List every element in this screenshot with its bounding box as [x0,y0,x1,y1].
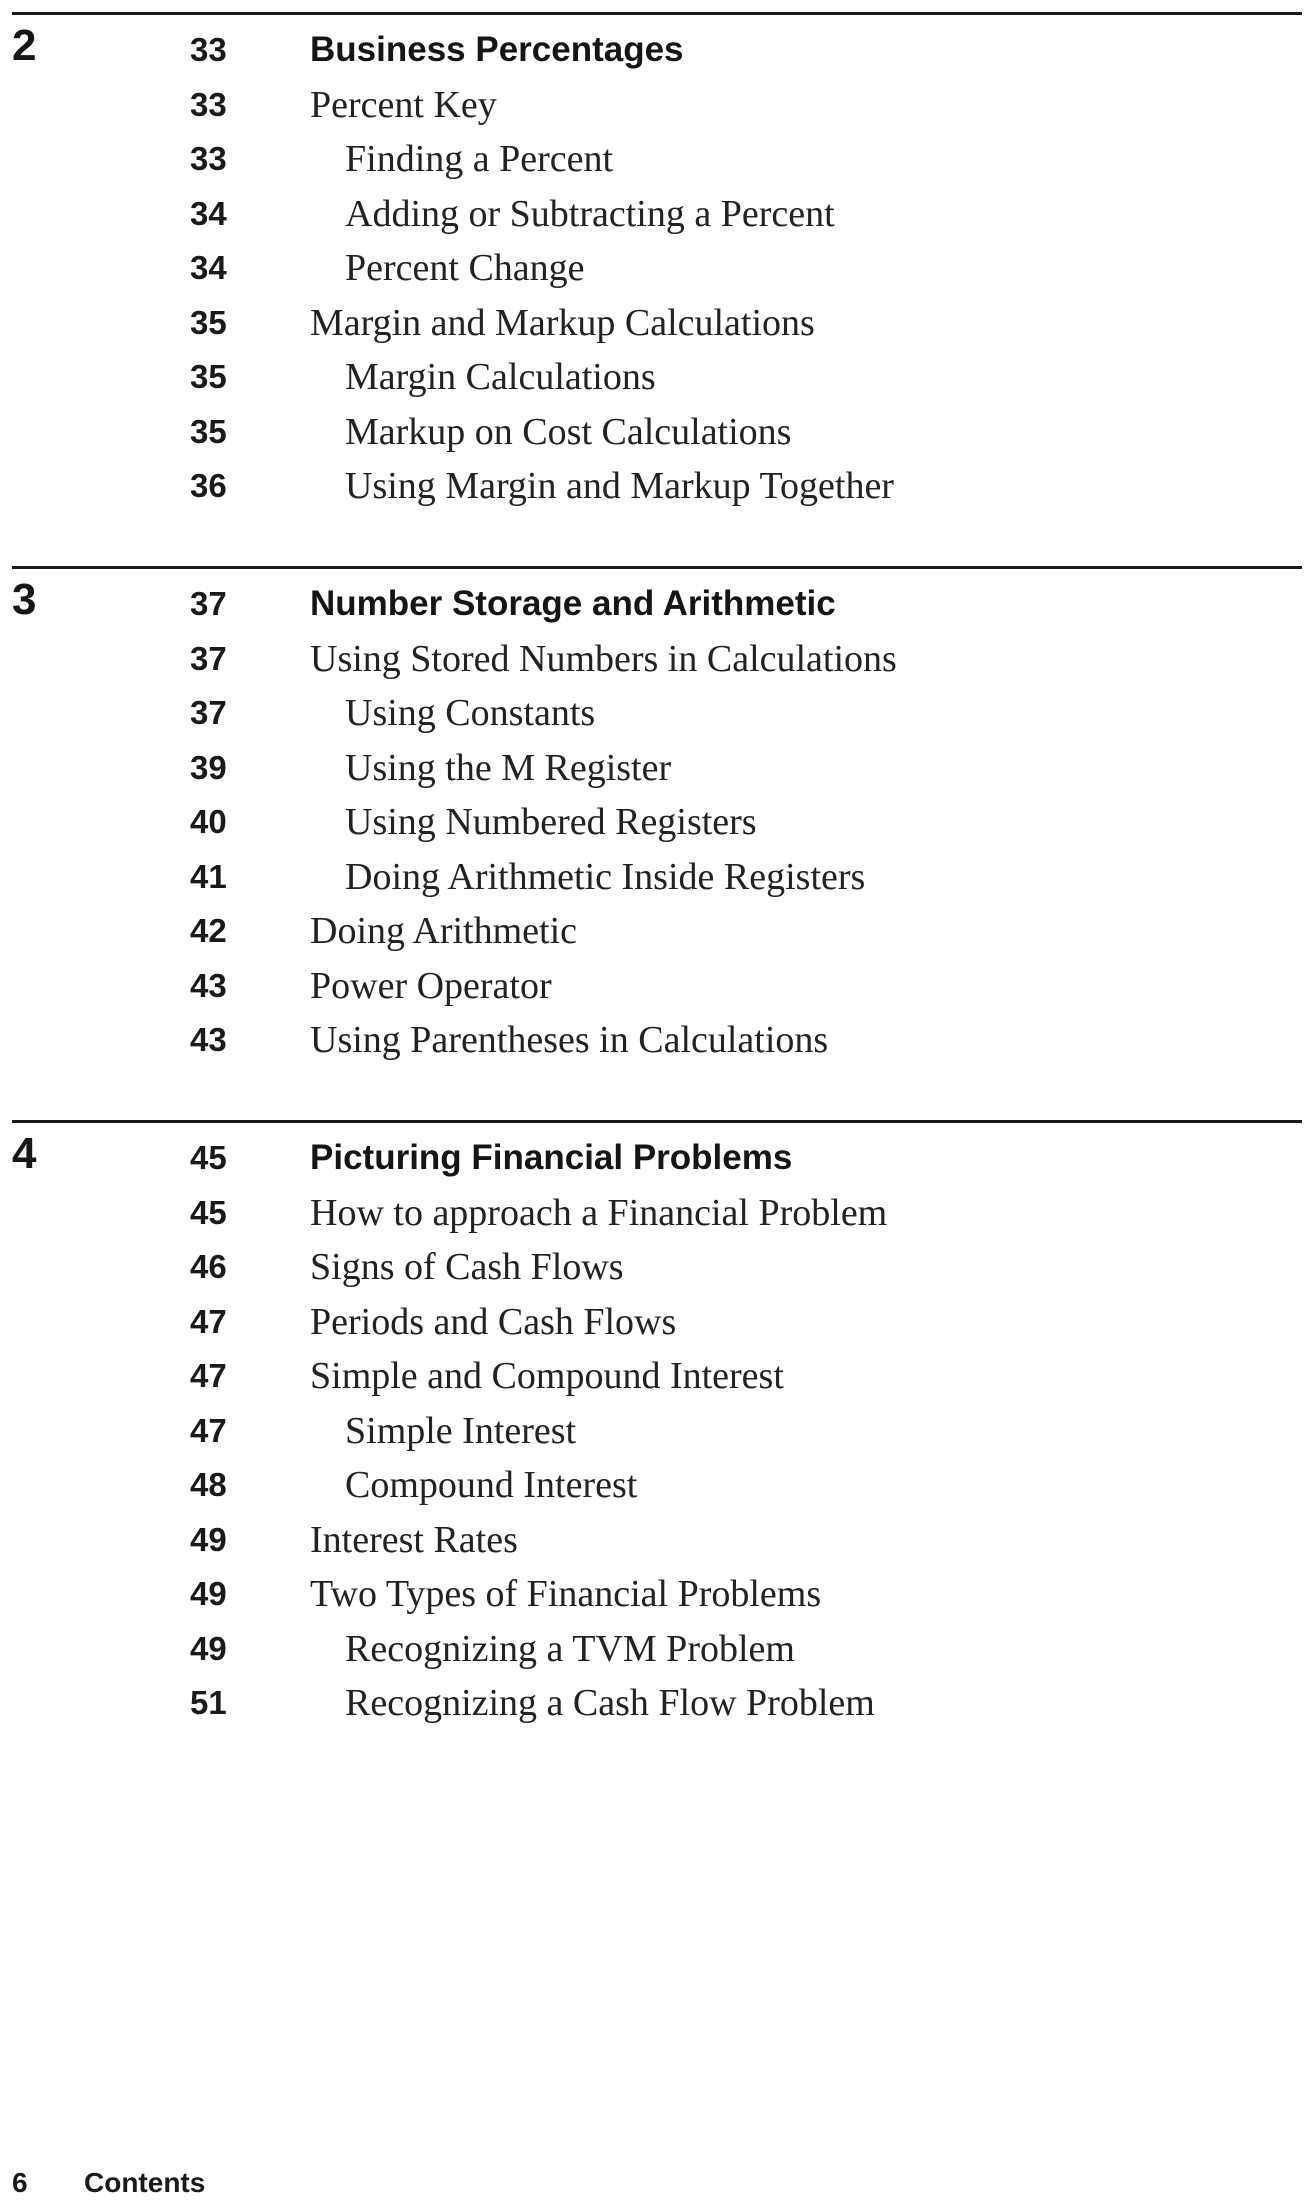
toc-subsection-title: Simple Interest [345,1409,577,1452]
toc-page-number: 35 [190,412,227,450]
toc-page-number: 48 [190,1466,227,1503]
toc-subsection-title: Compound Interest [345,1464,638,1506]
toc-section-title: Interest Rates [310,1518,518,1561]
toc-subsection-title: Using Numbered Registers [345,801,757,843]
toc-entries [0,584,1316,1095]
toc-page-number: 49 [190,1575,227,1612]
toc-section-title: Signs of Cash Flows [310,1246,624,1288]
chapter-number: 4 [12,1129,37,1178]
toc-page-number: 37 [190,694,227,731]
toc-page-number: 39 [190,748,227,786]
page-footer [12,2166,205,2200]
toc-entry[interactable] [0,1019,1316,1095]
toc-section-title: How to approach a Financial Problem [310,1191,888,1234]
toc-section-title: Power Operator [310,964,552,1007]
chapter-number: 2 [12,21,37,70]
toc-section-title: Margin and Markup Calculations [310,301,815,344]
toc-page-number: 34 [190,194,227,232]
toc-page-number: 35 [190,358,227,395]
toc-subsection-title: Recognizing a Cash Flow Problem [345,1682,875,1724]
toc-entry[interactable] [0,1682,1316,1758]
toc-page-number: 37 [190,585,227,622]
toc-page-number: 33 [190,31,227,68]
toc-subsection-title: Markup on Cost Calculations [345,410,792,453]
toc-subsection-title: Percent Change [345,247,585,289]
toc-subsection-title: Adding or Subtracting a Percent [345,192,835,235]
toc-section-title: Periods and Cash Flows [310,1300,677,1343]
toc-page-number: 47 [190,1302,227,1340]
toc-section-title: Doing Arithmetic [310,910,578,952]
toc-section-title: Percent Key [310,83,497,126]
toc-entry[interactable] [0,465,1316,541]
toc-section-title: Simple and Compound Interest [310,1355,784,1397]
toc-entries [0,30,1316,541]
toc-page-number: 47 [190,1357,227,1394]
toc-section-title: Using Parentheses in Calculations [310,1019,829,1061]
footer-label: Contents [84,2167,206,2198]
toc-page-number: 49 [190,1520,227,1558]
toc-page-number: 43 [190,966,227,1004]
chapter-divider [12,566,1302,569]
toc-section-title: Two Types of Financial Problems [310,1573,822,1615]
chapter-divider [12,1120,1302,1123]
toc-page-number: 45 [190,1193,227,1231]
footer-page-number: 6 [12,2167,28,2198]
toc-subsection-title: Recognizing a TVM Problem [345,1627,795,1670]
toc-page-number: 51 [190,1684,227,1721]
toc-chapter-title: Business Percentages [310,30,684,69]
toc-page-number: 35 [190,303,227,341]
toc-page-number: 40 [190,803,227,840]
toc-page-number: 34 [190,249,227,286]
toc-section-title: Using Stored Numbers in Calculations [310,637,897,680]
toc-page-number: 49 [190,1629,227,1667]
toc-page-number: 33 [190,140,227,177]
toc-subsection-title: Margin Calculations [345,356,656,398]
toc-entries [0,1138,1316,1758]
toc-page-number: 43 [190,1021,227,1058]
toc-page-number: 42 [190,912,227,949]
toc-subsection-title: Doing Arithmetic Inside Registers [345,855,866,898]
toc-page-number: 45 [190,1139,227,1176]
chapter-number: 3 [12,575,37,624]
toc-chapter-title: Number Storage and Arithmetic [310,584,836,623]
toc-subsection-title: Using Margin and Markup Together [345,465,894,507]
toc-page-number: 36 [190,467,227,504]
toc-page-number: 47 [190,1411,227,1449]
toc-chapter-title: Picturing Financial Problems [310,1138,793,1177]
chapter-divider [12,12,1302,15]
toc-page-number: 37 [190,639,227,677]
toc-page-number: 33 [190,85,227,123]
toc-page-number: 41 [190,857,227,895]
toc-subsection-title: Finding a Percent [345,138,614,180]
toc-page-number: 46 [190,1248,227,1285]
toc-subsection-title: Using the M Register [345,746,672,789]
toc-subsection-title: Using Constants [345,692,596,734]
